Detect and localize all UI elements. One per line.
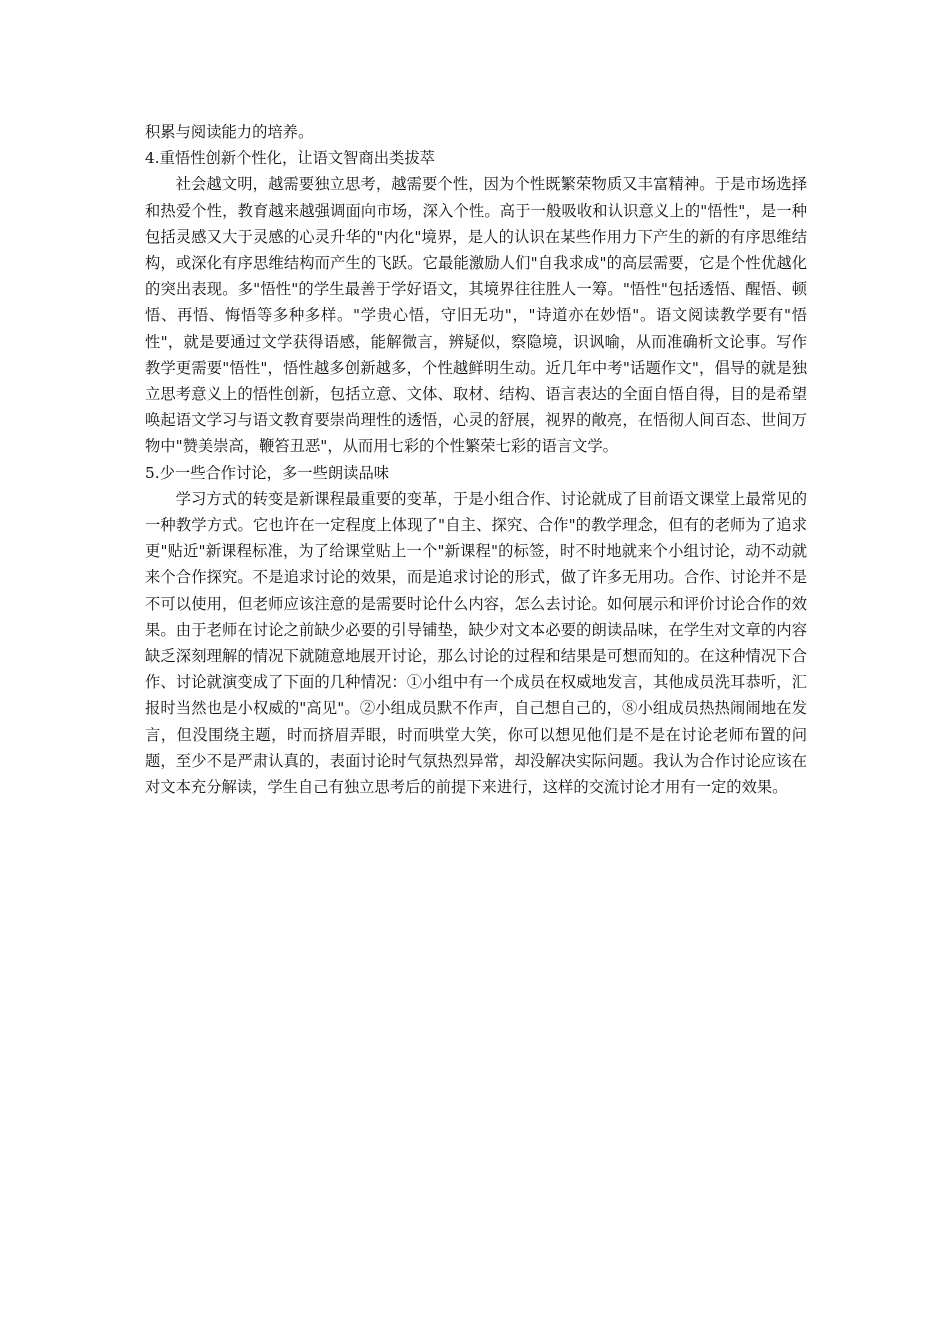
section-5-heading: 5.少一些合作讨论，多一些朗读品味: [145, 463, 390, 482]
section-5-paragraph: 学习方式的转变是新课程最重要的变革，于是小组合作、讨论就成了目前语文课堂上最常见的一种教学方式。它也许在一定程度上体现了"自主、探究、合作"的教学理念，但有的老师为了追求更"贴近"新课程标准，为了给课堂贴上一个"新课程"的标签，时不时地就来个小组讨论，动不动就来个合作探究。不是追求讨论的效果，而是追求讨论的形式，做了许多无用功。合作、讨论并不是不可以使用，但老师应该注意的是需要时论什么内容，怎么去讨论。如何展示和评价讨论合作的效果。由于老师在讨论之前缺少必要的引导铺垫，缺少对文本必要的朗读品味，在学生对文章的内容缺乏深刻理解的情况下就随意地展开讨论，那么讨论的过程和结果是可想而知的。在这种情况下合作、讨论就演变成了下面的几种情况：①小组中有一个成员在权威地发言，其他成员洗耳恭听，汇报时当然也是小权威的"高见"。②小组成员默不作声，自己想自己的，⑧小组成员热热闹闹地在发言，但没围绕主题，时而挤眉弄眼，时而哄堂大笑，你可以想见他们是不是在讨论老师布置的问题，至少不是严肃认真的，表面讨论时气氛热烈异常，却没解决实际问题。我认为合作讨论应该在对文本充分解读，学生自己有独立思考后的前提下来进行，这样的交流讨论才用有一定的效果。: [145, 489, 807, 797]
document-body: [145, 119, 807, 800]
section-4-paragraph: 社会越文明，越需要独立思考，越需要个性，因为个性既繁荣物质又丰富精神。于是市场选择和热爱个性，教育越来越强调面向市场，深入个性。高于一般吸收和认识意义上的"悟性"，是一种包括灵感又大于灵感的心灵升华的"内化"境界，是人的认识在某些作用力下产生的新的有序思维结构，或深化有序思维结构而产生的飞跃。它最能激励人们"自我求成"的高层需要，它是个性优越化的突出表现。多"悟性"的学生最善于学好语文，其境界往往胜人一筹。"悟性"包括透悟、醒悟、顿悟、再悟、悔悟等多种多样。"学贵心悟，守旧无功"，"诗道亦在妙悟"。语文阅读教学要有"悟性"，就是要通过文学获得语感，能解微言，辨疑似，察隐境，识讽喻，从而准确析文论事。写作教学更需要"悟性"，悟性越多创新越多，个性越鲜明生动。近几年中考"话题作文"，倡导的就是独立思考意义上的悟性创新，包括立意、文体、取材、结构、语言表达的全面自悟自得，目的是希望唤起语文学习与语文教育要崇尚理性的透悟，心灵的舒展，视界的敞亮，在悟彻人间百态、世间万物中"赞美崇高，鞭笞丑恶"，从而用七彩的个性繁荣七彩的语言文学。: [145, 175, 807, 456]
continuation-paragraph: 积累与阅读能力的培养。: [145, 123, 314, 141]
section-4-heading: 4.重悟性创新个性化，让语文智商出类拔萃: [145, 149, 435, 168]
